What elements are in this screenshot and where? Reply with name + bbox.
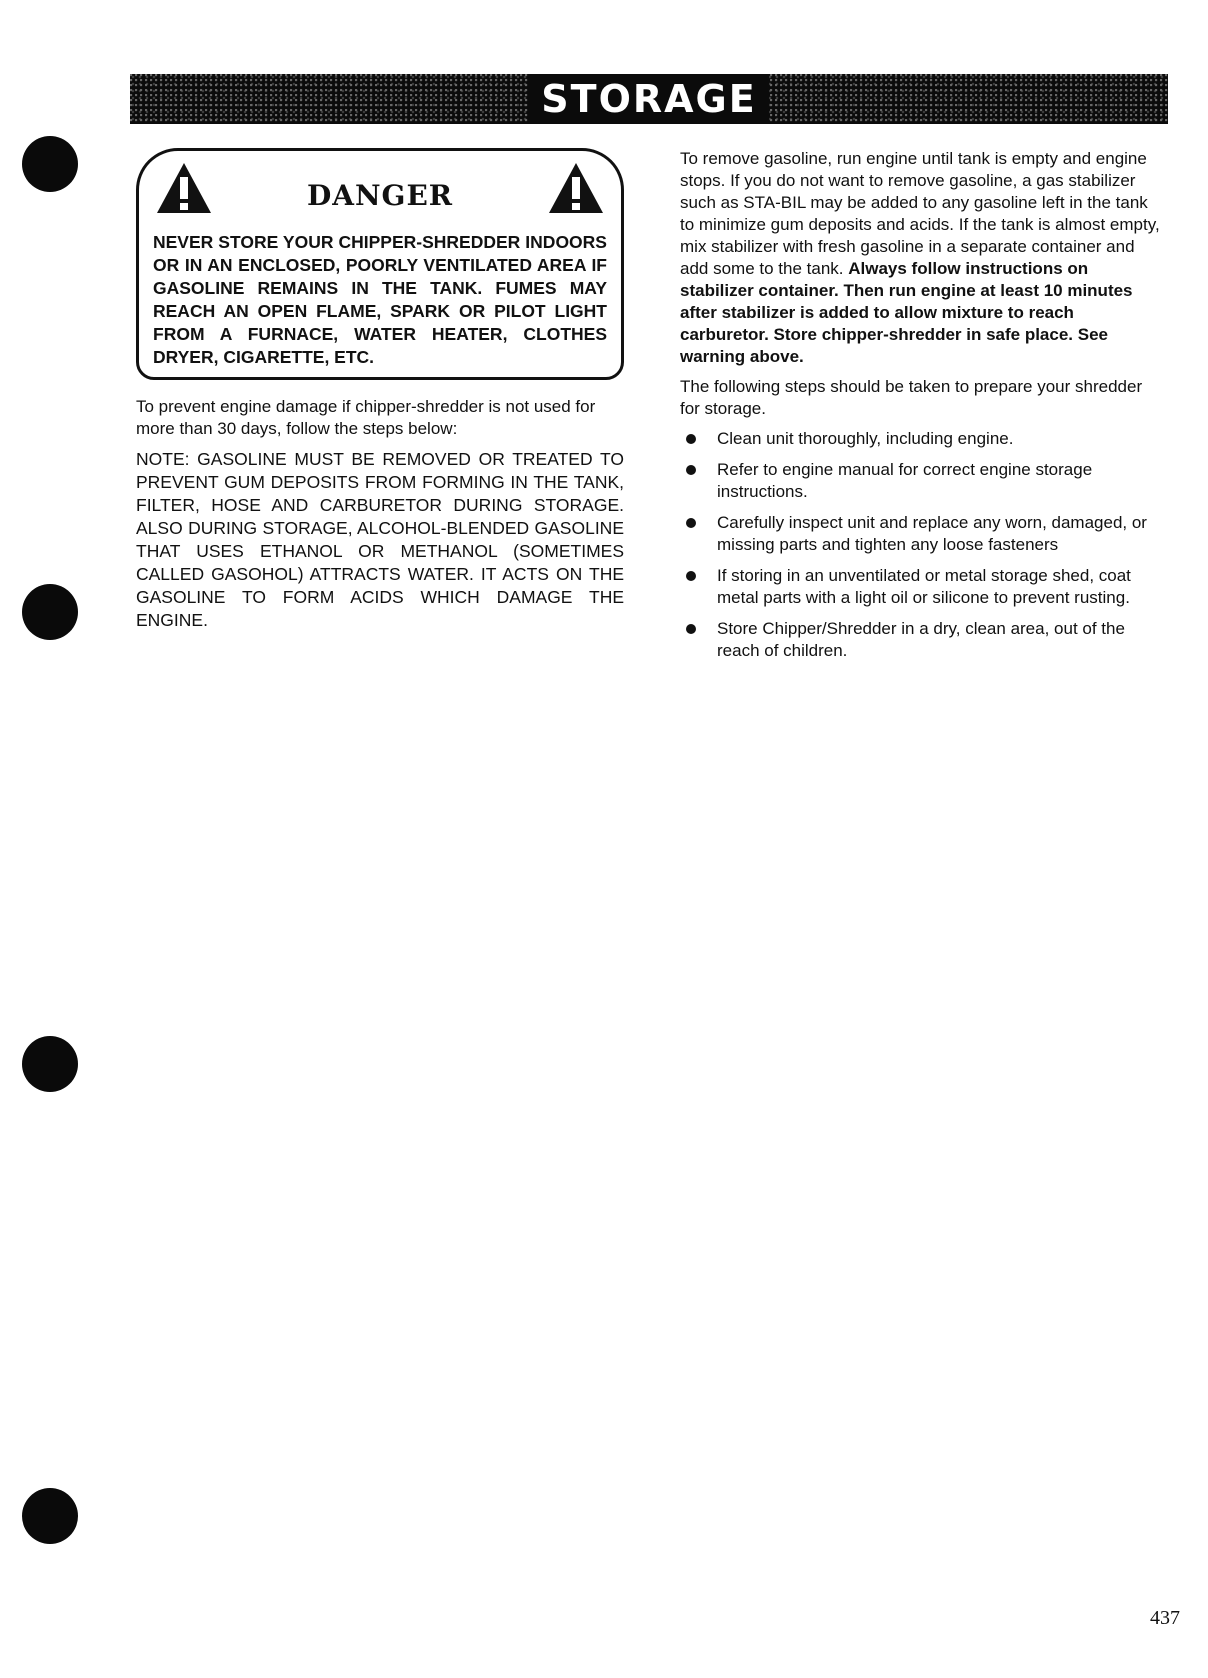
- step-text: Clean unit thoroughly, including engine.: [717, 429, 1014, 448]
- danger-text: NEVER STORE YOUR CHIPPER-SHREDDER INDOORS OR IN AN ENCLOSED, POORLY VENTILATED AREA IF GASOLINE REMAINS IN THE TANK. FUMES MAY REACH AN OPEN FLAME, SPARK OR PILOT LIGHT FROM A FURNACE, WATER HEATER, CLOTHES DRYER, CIGARETTE, ETC.: [153, 232, 607, 367]
- bullet-icon: [686, 465, 696, 475]
- list-item: [680, 618, 1166, 662]
- page-number: 437: [1150, 1607, 1180, 1629]
- bullet-icon: [686, 624, 696, 634]
- right-column: [680, 148, 1166, 671]
- steps-intro: The following steps should be taken to prepare your shredder for storage.: [680, 377, 1143, 418]
- binder-hole: [22, 1488, 78, 1544]
- bullet-icon: [686, 518, 696, 528]
- warning-triangle-icon: [547, 161, 605, 215]
- stabilizer-instructions: Always follow instructions on stabilizer container. Then run engine at least 10 minutes after stabilizer is added to allow mixture to reach carburetor. Store chipper-shredder in safe place. See warning above.: [680, 259, 1133, 366]
- step-text: If storing in an unventilated or metal storage shed, coat metal parts with a light oil or silicone to prevent rusting.: [717, 566, 1131, 607]
- bullet-icon: [686, 571, 696, 581]
- binder-hole: [22, 1036, 78, 1092]
- section-banner: [130, 74, 1168, 124]
- section-title: STORAGE: [529, 74, 768, 124]
- list-item: [680, 459, 1166, 503]
- binder-hole: [22, 136, 78, 192]
- bullet-icon: [686, 434, 696, 444]
- step-text: Refer to engine manual for correct engine storage instructions.: [717, 460, 1093, 501]
- list-item: [680, 565, 1166, 609]
- list-item: [680, 512, 1166, 556]
- binder-hole: [22, 584, 78, 640]
- step-text: Carefully inspect unit and replace any worn, damaged, or missing parts and tighten any loose fasteners: [717, 513, 1147, 554]
- storage-steps-list: [680, 428, 1166, 662]
- danger-header: [139, 151, 621, 221]
- left-column: [136, 396, 624, 640]
- gasoline-removal-paragraph: [680, 148, 1166, 368]
- step-text: Store Chipper/Shredder in a dry, clean area, out of the reach of children.: [717, 619, 1125, 660]
- storage-intro: To prevent engine damage if chipper-shredder is not used for more than 30 days, follow the steps below:: [136, 397, 596, 438]
- danger-box: [136, 148, 624, 380]
- list-item: [680, 428, 1166, 450]
- gasoline-note: NOTE: GASOLINE MUST BE REMOVED OR TREATED TO PREVENT GUM DEPOSITS FROM FORMING IN THE TANK, FILTER, HOSE AND CARBURETOR DURING STORAGE. ALSO DURING STORAGE, ALCOHOL-BLENDED GASOLINE THAT USES ETHANOL OR METHANOL (SOMETIMES CALLED GASOHOL) ATTRACTS WATER. IT ACTS ON THE GASOLINE TO FORM ACIDS WHICH DAMAGE THE ENGINE.: [136, 449, 624, 630]
- gasoline-removal-text: To remove gasoline, run engine until tank is empty and engine stops. If you do not want to remove gasoline, a gas stabilizer such as STA-BIL may be added to any gasoline left in the tank to minimize gum deposits and acids. If the tank is almost empty, mix stabilizer with fresh gasoline in a separate container and add some to the tank.: [680, 149, 1160, 278]
- danger-heading: DANGER: [306, 179, 454, 212]
